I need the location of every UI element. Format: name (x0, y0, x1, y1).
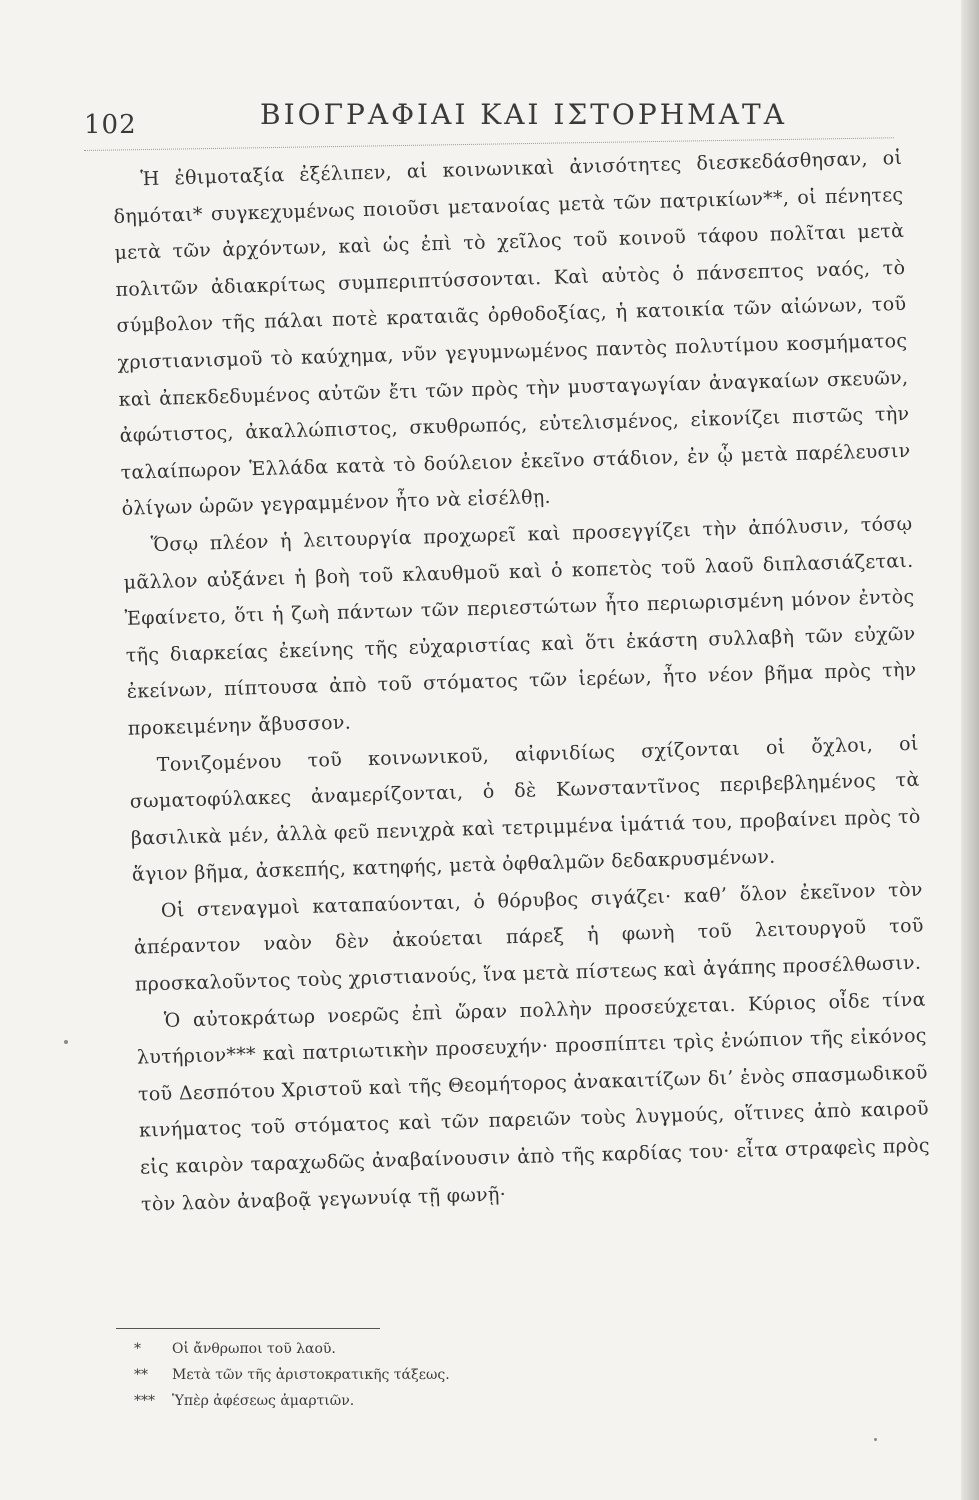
running-title: ΒΙΟΓΡΑΦΙΑΙ ΚΑΙ ΙΣΤΟΡΗΜΑΤΑ (260, 98, 787, 131)
footnote-text: Οἱ ἄνθρωποι τοῦ λαοῦ. (172, 1341, 336, 1357)
footnote-text: Μετὰ τῶν τῆς ἀριστοκρατικῆς τάξεως. (172, 1367, 450, 1383)
footnote-marker: ** (134, 1367, 148, 1383)
footnote (134, 1336, 634, 1362)
page-spine-shadow (961, 0, 979, 1500)
footnote-marker: *** (134, 1393, 155, 1409)
body-text (112, 140, 931, 1223)
footnote-text: Ὑπὲρ ἀφέσεως ἁμαρτιῶν. (172, 1393, 355, 1409)
paragraph: Οἱ στεναγμοὶ καταπαύονται, ὁ θόρυβος σιγάζει· καθ’ ὅλον ἐκεῖνον τὸν ἀπέραντον ναὸν δὲν ἀκούεται πάρεξ ἡ φωνὴ τοῦ λειτουργοῦ τοῦ προσκαλοῦντος τοὺς χριστιανούς, ἵνα μετὰ πίστεως καὶ ἀγάπης προσέλθωσιν. (133, 878, 924, 996)
page-number: 102 (84, 110, 137, 140)
paragraph: Τονιζομένου τοῦ κοινωνικοῦ, αἰφνιδίως σχίζονται οἱ ὄχλοι, οἱ σωματοφύλακες ἀναμερίζονται, ὁ δὲ Κωνσταντῖνος περιβεβλημένος τὰ βασιλικὰ μέν, ἀλλὰ φεῦ πενιχρὰ καὶ τετριμμένα ἱμάτιά του, προβαίνει πρὸς τὸ ἅγιον βῆμα, ἀσκεπής, κατηφής, μετὰ ὀφθαλμῶν δεδακρυσμένων. (129, 732, 921, 886)
paper-speck (64, 1040, 68, 1044)
paragraph: Ἡ ἐθιμοταξία ἐξέλιπεν, αἱ κοινωνικαὶ ἀνισότητες διεσκεδάσθησαν, οἱ δημόται* συγκεχυμένως ποιοῦσι μετανοίας μετὰ τῶν πατρικίων**, οἱ πένητες μετὰ τῶν ἀρχόντων, καὶ ὡς ἐπὶ τὸ χεῖλος τοῦ κοινοῦ τάφου πολῖται μετὰ πολιτῶν ἀδιακρίτως συμπεριπτύσσονται. Καὶ αὐτὸς ὁ πάνσεπτος ναός, τὸ σύμβολον τῆς πάλαι ποτὲ κραταιᾶς ὀρθοδοξίας, ἡ κατοικία τῶν αἰώνων, τοῦ χριστιανισμοῦ τὸ καύχημα, νῦν γεγυμνωμένος παντὸς πολυτίμου κοσμήματος καὶ ἀπεκδεδυμένος αὐτῶν ἔτι τῶν πρὸς τὴν μυσταγωγίαν ἀναγκαίων σκευῶν, ἀφώτιστος, ἀκαλλώπιστος, σκυθρωπός, εὐτελισμένος, εἰκονίζει πιστῶς τὴν ταλαίπωρον Ἑλλάδα κατὰ τὸ δούλειον ἐκεῖνο στάδιον, ἐν ᾧ μετὰ παρέλευσιν ὀλίγων ὡρῶν γεγραμμένον ἦτο νὰ εἰσέλθῃ. (113, 146, 911, 521)
footnote-rule (116, 1328, 380, 1329)
footnote (134, 1388, 634, 1414)
paragraph: Ὁ αὐτοκράτωρ νοερῶς ἐπὶ ὥραν πολλὴν προσεύχεται. Κύριος οἶδε τίνα λυτήριον*** καὶ πατριωτικὴν προσευχήν· προσπίπτει τρὶς ἐνώπιον τῆς εἰκόνος τοῦ Δεσπότου Χριστοῦ καὶ τῆς Θεομήτορος ἀνακαιτίζων δι’ ἑνὸς σπασμωδικοῦ κινήματος τοῦ στόματος καὶ τῶν παρειῶν τοὺς λυγμούς, οἵτινες ἀπὸ καιροῦ εἰς καιρὸν ταραχωδῶς ἀναβαίνουσιν ἀπὸ τῆς καρδίας του· εἶτα στραφεὶς πρὸς τὸν λαὸν ἀναβοᾷ γεγωνυίᾳ τῇ φωνῇ· (136, 988, 931, 1216)
footnote-marker: * (134, 1341, 141, 1357)
footnote (134, 1362, 634, 1388)
paragraph: Ὅσῳ πλέον ἡ λειτουργία προχωρεῖ καὶ προσεγγίζει τὴν ἀπόλυσιν, τόσῳ μᾶλλον αὐξάνει ἡ βοὴ τοῦ κλαυθμοῦ καὶ ὁ κοπετὸς τοῦ λαοῦ διπλασιάζεται. Ἐφαίνετο, ὅτι ἡ ζωὴ πάντων τῶν περιεστώτων ἦτο περιωρισμένη μόνον ἐντὸς τῆς διαρκείας ἐκείνης τῆς εὐχαριστίας καὶ ὅτι ἑκάστη συλλαβὴ τῶν εὐχῶν ἐκείνων, πίπτουσα ἀπὸ τοῦ στόματος τῶν ἱερέων, ἦτο νέον βῆμα πρὸς τὴν προκειμένην ἄβυσσον. (123, 512, 917, 740)
footnotes (134, 1336, 634, 1414)
paper-speck (874, 1438, 877, 1441)
